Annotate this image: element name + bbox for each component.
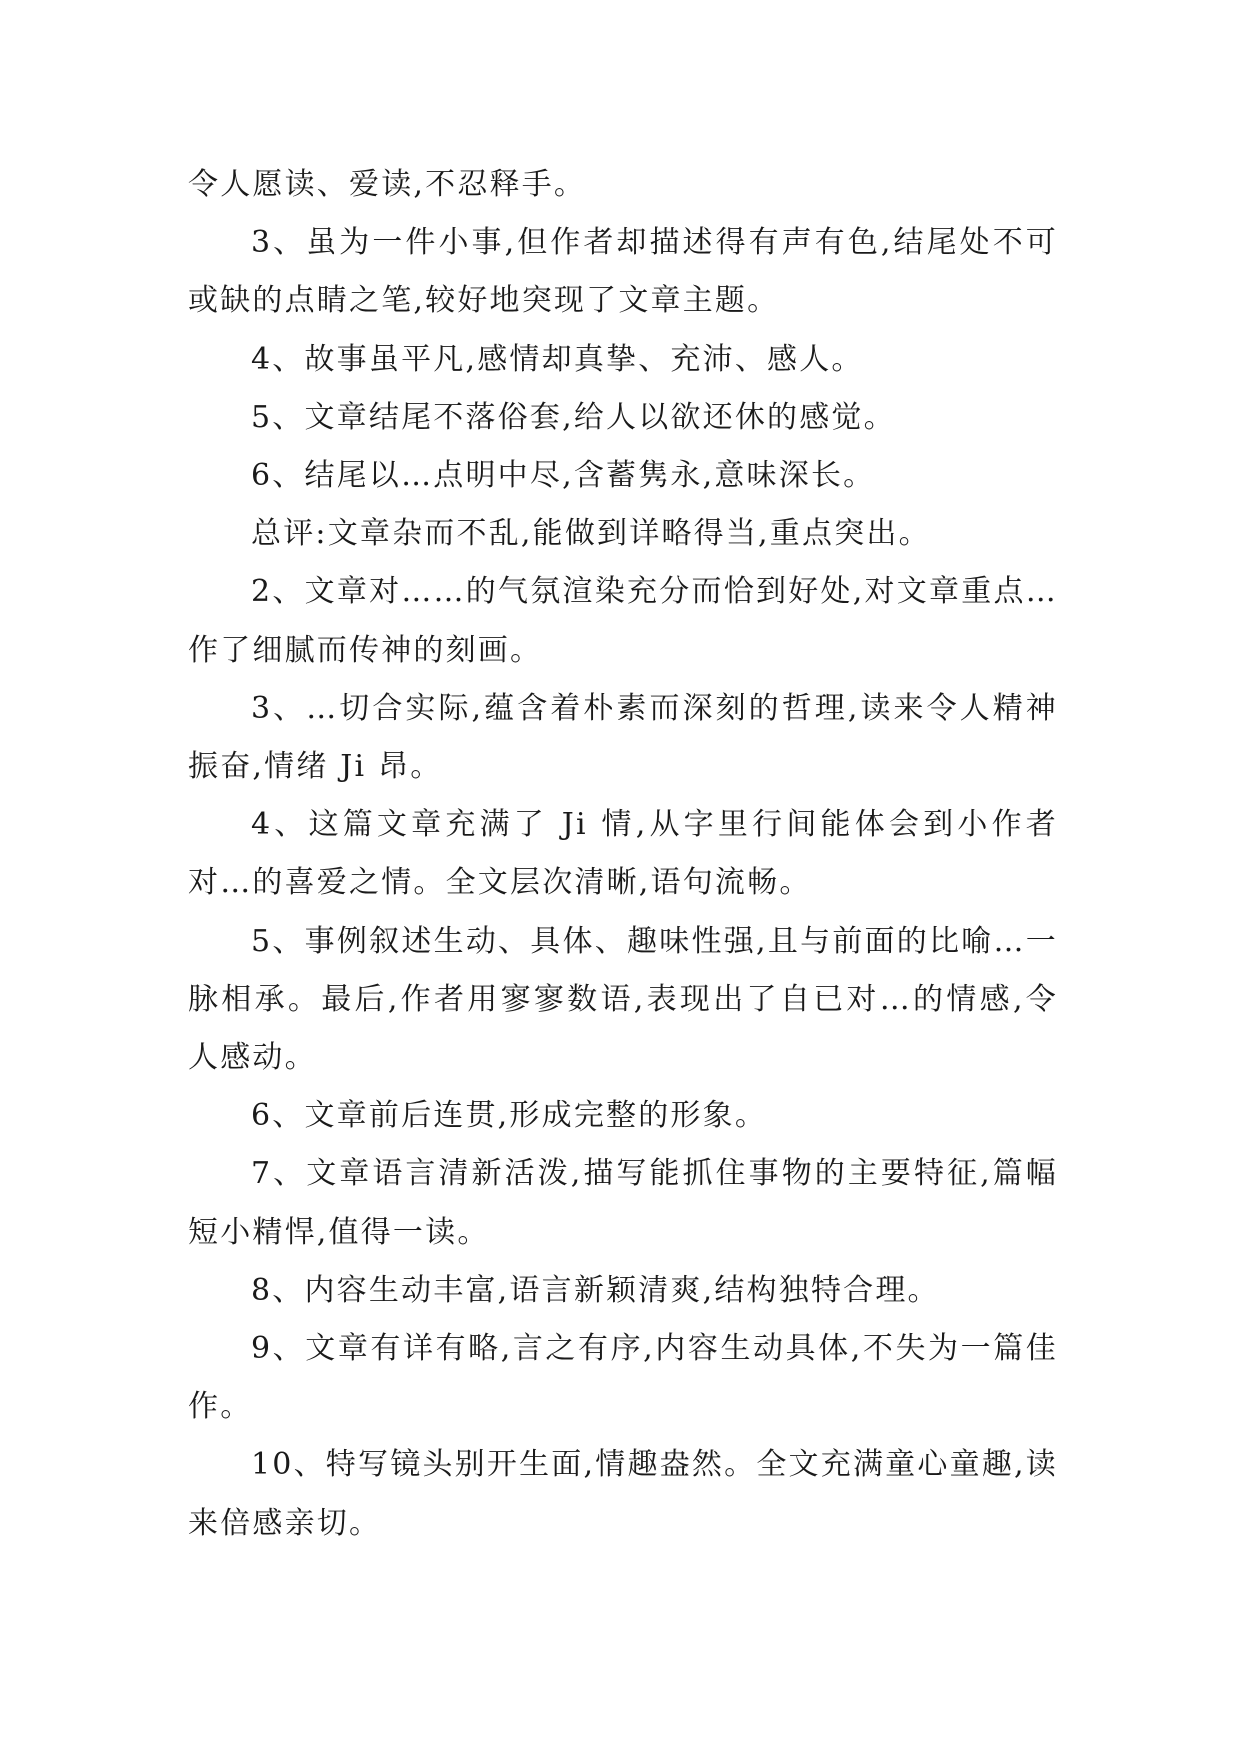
paragraph: 2、文章对……的气氛渲染充分而恰到好处,对文章重点…作了细腻而传神的刻画。 [188, 574, 1058, 668]
paragraph: 总评:文章杂而不乱,能做到详略得当,重点突出。 [251, 516, 931, 552]
paragraph: 9、文章有详有略,言之有序,内容生动具体,不失为一篇佳作。 [188, 1331, 1058, 1425]
paragraph: 令人愿读、爱读,不忍释手。 [188, 167, 587, 202]
paragraph: 3、…切合实际,蕴含着朴素而深刻的哲理,读来令人精神振奋,情绪 Ji 昂。 [188, 690, 1058, 785]
paragraph: 4、故事虽平凡,感情却真挚、充沛、感人。 [251, 341, 864, 377]
paragraph: 10、特写镜头别开生面,情趣盎然。全文充满童心童趣,读来倍感亲切。 [188, 1447, 1058, 1541]
paragraph: 6、结尾以…点明中尽,含蓄隽永,意味深长。 [251, 458, 876, 494]
paragraph: 5、事例叙述生动、具体、趣味性强,且与前面的比喻…一脉相承。最后,作者用寥寥数语,表现出了自已对…的情感,令人感动。 [188, 923, 1058, 1076]
paragraph: 6、文章前后连贯,形成完整的形象。 [251, 1098, 768, 1134]
document-body [188, 156, 1058, 1553]
paragraph: 4、这篇文章充满了 Ji 情,从字里行间能体会到小作者对…的喜爱之情。全文层次清晰,语句流畅。 [188, 807, 1058, 901]
paragraph: 7、文章语言清新活泼,描写能抓住事物的主要特征,篇幅短小精悍,值得一读。 [188, 1156, 1058, 1250]
paragraph: 5、文章结尾不落俗套,给人以欲还休的感觉。 [251, 399, 896, 435]
paragraph: 8、内容生动丰富,语言新颖清爽,结构独特合理。 [251, 1272, 940, 1308]
paragraph: 3、虽为一件小事,但作者却描述得有声有色,结尾处不可或缺的点睛之笔,较好地突现了文章主题。 [188, 225, 1058, 319]
